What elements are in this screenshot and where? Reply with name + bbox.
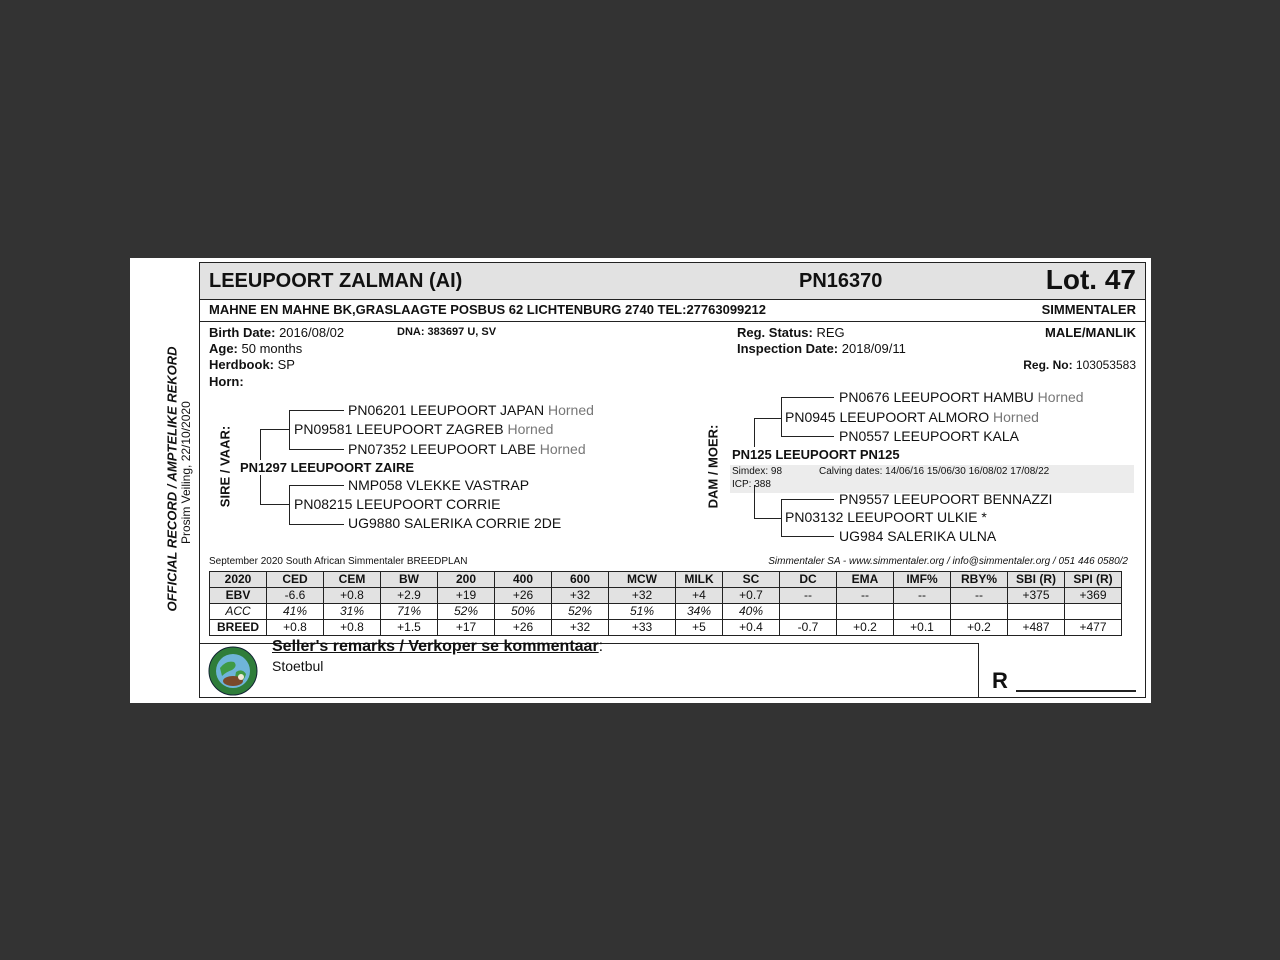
sire-sire <box>294 421 553 437</box>
dam-dam-sire: PN9557 LEEUPOORT BENNAZZI <box>839 491 1053 507</box>
acc-cell <box>1008 604 1065 620</box>
ebv-col-header: DC <box>780 572 837 588</box>
sex-label: MALE/MANLIK <box>1045 325 1136 340</box>
simdex: Simdex: 98 <box>732 466 783 477</box>
ebv-col-header: RBY% <box>951 572 1008 588</box>
calving-dates: 14/06/16 15/06/30 16/08/02 17/08/22 <box>885 466 1050 477</box>
dam-label: DAM / MOER: <box>705 424 721 509</box>
ebv-cell: -- <box>894 588 951 604</box>
age-row <box>209 341 302 356</box>
remarks-text: Stoetbul <box>272 658 324 674</box>
acc-cell: 34% <box>676 604 723 620</box>
breed-cell: +26 <box>495 620 552 636</box>
owner-row <box>200 299 1145 322</box>
dam-ss-horn: Horned <box>1037 389 1084 405</box>
breed-cell: +0.1 <box>894 620 951 636</box>
ebv-cell: +4 <box>676 588 723 604</box>
calving-label: Calving dates: <box>819 466 883 477</box>
animal-name: LEEUPOORT ZALMAN (AI) <box>209 270 463 292</box>
breed-cell: +0.8 <box>324 620 381 636</box>
owner-details: MAHNE EN MAHNE BK,GRASLAAGTE POSBUS 62 LICHTENBURG 2740 TEL:27763099212 <box>209 302 766 317</box>
acc-cell: 71% <box>381 604 438 620</box>
dam-sire-name: PN0945 LEEUPOORT ALMORO <box>785 409 990 425</box>
herdbook-row <box>209 357 295 372</box>
ebv-col-header: SBI (R) <box>1008 572 1065 588</box>
dam-dam-dam: UG984 SALERIKA ULNA <box>839 528 997 544</box>
breed-cell: +17 <box>438 620 495 636</box>
ebv-col-header: CED <box>267 572 324 588</box>
breed-cell: BREED <box>210 620 267 636</box>
breed-cell: +0.8 <box>267 620 324 636</box>
ebv-cell: -- <box>780 588 837 604</box>
acc-cell: 52% <box>552 604 609 620</box>
ebv-col-header: 200 <box>438 572 495 588</box>
acc-cell: 41% <box>267 604 324 620</box>
herdbook-label: Herdbook: <box>209 357 274 372</box>
lot-frame <box>199 262 1146 698</box>
birth-date-label: Birth Date: <box>209 325 276 340</box>
acc-cell <box>837 604 894 620</box>
reg-no-row <box>1023 358 1136 372</box>
ebv-row <box>210 588 1122 604</box>
age-label: Age: <box>209 341 238 356</box>
breedplan-note: September 2020 South African Simmentaler BREEDPLAN <box>209 556 468 567</box>
ebv-col-header: 2020 <box>210 572 267 588</box>
remarks-colon: : <box>598 638 604 655</box>
ebv-col-header: 400 <box>495 572 552 588</box>
dam-dam: PN03132 LEEUPOORT ULKIE * <box>785 509 987 525</box>
reg-no-value: 103053583 <box>1075 358 1136 372</box>
contact-note: Simmentaler SA - www.simmentaler.org / info@simmentaler.org / 051 446 0580/2 <box>768 556 1128 567</box>
ebv-cell: +26 <box>495 588 552 604</box>
breed-cell: +0.2 <box>837 620 894 636</box>
dam-sire-dam: PN0557 LEEUPOORT KALA <box>839 428 1020 444</box>
remarks-heading-text: Seller's remarks / Verkoper se kommentaar <box>272 638 599 655</box>
ebv-col-header: MCW <box>609 572 676 588</box>
birth-date-value: 2016/08/02 <box>279 325 345 340</box>
acc-cell: ACC <box>210 604 267 620</box>
sire-dam: PN08215 LEEUPOORT CORRIE <box>294 496 501 512</box>
acc-cell: 50% <box>495 604 552 620</box>
breed-cell: -0.7 <box>780 620 837 636</box>
ebv-cell: +19 <box>438 588 495 604</box>
ebv-col-header: MILK <box>676 572 723 588</box>
ebv-col-header: 600 <box>552 572 609 588</box>
inspection-value: 2018/09/11 <box>841 341 906 356</box>
lot-card <box>130 258 1151 703</box>
dam-ss-name: PN0676 LEEUPOORT HAMBU <box>839 389 1034 405</box>
breed-cell: +487 <box>1008 620 1065 636</box>
ebv-table <box>209 571 1122 636</box>
acc-cell: 40% <box>723 604 780 620</box>
ebv-cell: -- <box>837 588 894 604</box>
horn-label: Horn: <box>209 374 244 389</box>
sire-sire-horn: Horned <box>507 421 554 437</box>
acc-cell: 52% <box>438 604 495 620</box>
official-record-label: OFFICIAL RECORD / AMPTELIKE REKORD <box>164 346 180 612</box>
sire-sd-horn: Horned <box>539 441 586 457</box>
ebv-cell: +0.8 <box>324 588 381 604</box>
reg-status-value: REG <box>816 325 845 340</box>
ebv-cell: +375 <box>1008 588 1065 604</box>
reg-no-label: Reg. No: <box>1023 358 1073 372</box>
dam-sire-horn: Horned <box>993 409 1039 425</box>
inspection-label: Inspection Date: <box>737 341 839 356</box>
sire-sire-dam <box>348 441 586 457</box>
animal-pn: PN16370 <box>799 270 883 292</box>
dna-info: DNA: 383697 U, SV <box>397 326 497 338</box>
breed-cell: +32 <box>552 620 609 636</box>
acc-cell: 51% <box>609 604 676 620</box>
ebv-col-header: SPI (R) <box>1065 572 1122 588</box>
sire-name: PN1297 LEEUPOORT ZAIRE <box>240 460 415 475</box>
breed-cell: +477 <box>1065 620 1122 636</box>
ebv-cell: -- <box>951 588 1008 604</box>
birth-date-row <box>209 325 344 340</box>
sire-ss-name: PN06201 LEEUPOORT JAPAN <box>348 402 545 418</box>
remarks-heading <box>272 638 603 656</box>
sire-sd-name: PN07352 LEEUPOORT LABE <box>348 441 536 457</box>
ebv-cell: +32 <box>609 588 676 604</box>
breed-cell: +5 <box>676 620 723 636</box>
auction-label: Prosim Veiling, 22/10/2020 <box>179 401 193 544</box>
icp: ICP: 388 <box>732 479 771 490</box>
dam-name: PN125 LEEUPOORT PN125 <box>732 447 900 462</box>
ebv-cell: EBV <box>210 588 267 604</box>
sire-dam-dam: UG9880 SALERIKA CORRIE 2DE <box>348 515 562 531</box>
acc-cell <box>951 604 1008 620</box>
breed-cell: +33 <box>609 620 676 636</box>
herdbook-value: SP <box>277 357 295 372</box>
ebv-cell: +2.9 <box>381 588 438 604</box>
inspection-row <box>737 341 906 356</box>
ebv-col-header: EMA <box>837 572 894 588</box>
lot-number: Lot. 47 <box>1045 264 1136 295</box>
acc-cell <box>894 604 951 620</box>
acc-row <box>210 604 1122 620</box>
sire-sire-name: PN09581 LEEUPOORT ZAGREB <box>294 421 504 437</box>
breed-avg-row <box>210 620 1122 636</box>
acc-cell <box>1065 604 1122 620</box>
dam-sire <box>785 409 1039 425</box>
ebv-cell: +32 <box>552 588 609 604</box>
sire-dam-sire: NMP058 VLEKKE VASTRAP <box>348 477 530 493</box>
price-label: R <box>992 668 1008 693</box>
breed-cell: +0.4 <box>723 620 780 636</box>
acc-cell <box>780 604 837 620</box>
ebv-cell: -6.6 <box>267 588 324 604</box>
society-logo <box>208 646 258 696</box>
breed-cell: +0.2 <box>951 620 1008 636</box>
reg-status-label: Reg. Status: <box>737 325 813 340</box>
breed-cell: +1.5 <box>381 620 438 636</box>
sire-label: SIRE / VAAR: <box>217 425 233 508</box>
acc-cell: 31% <box>324 604 381 620</box>
price-line[interactable] <box>1016 690 1136 692</box>
ebv-col-header: IMF% <box>894 572 951 588</box>
ebv-cell: +0.7 <box>723 588 780 604</box>
dam-sire-sire <box>839 389 1084 405</box>
ebv-header-row <box>210 572 1122 588</box>
age-value: 50 months <box>241 341 303 356</box>
reg-status-row <box>737 325 845 340</box>
breed-name: SIMMENTALER <box>1041 302 1136 317</box>
ebv-col-header: SC <box>723 572 780 588</box>
ebv-col-header: BW <box>381 572 438 588</box>
sire-ss-horn: Horned <box>547 402 594 418</box>
sire-sire-sire <box>348 402 594 418</box>
header-bar <box>200 263 1145 300</box>
ebv-cell: +369 <box>1065 588 1122 604</box>
ebv-col-header: CEM <box>324 572 381 588</box>
calving-dates-row <box>819 466 1049 477</box>
